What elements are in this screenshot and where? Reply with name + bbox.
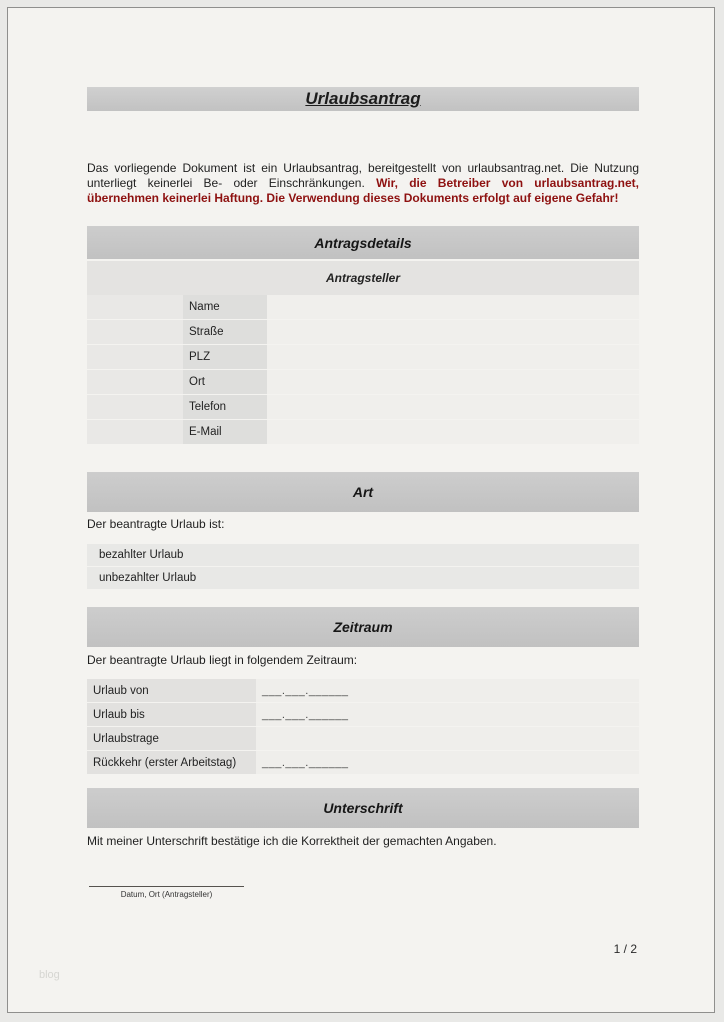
field-label-email: E-Mail: [183, 420, 267, 444]
table-row: [87, 703, 639, 727]
section-header-art: [87, 472, 639, 512]
table-row: [87, 320, 639, 345]
row-spacer: [87, 370, 183, 394]
row-spacer: [87, 345, 183, 369]
field-value-email[interactable]: [267, 420, 639, 444]
option-bezahlter-urlaub[interactable]: bezahlter Urlaub: [87, 544, 639, 567]
table-row: [87, 679, 639, 703]
field-value-urlaub-bis[interactable]: ___.___.______: [256, 703, 639, 726]
signature-caption: Datum, Ort (Antragsteller): [120, 890, 213, 899]
field-label-urlaub-von: Urlaub von: [87, 679, 256, 702]
vacation-type-options: [87, 544, 639, 590]
field-value-telefon[interactable]: [267, 395, 639, 419]
section-header-antragsdetails: [87, 226, 639, 259]
field-value-ort[interactable]: [267, 370, 639, 394]
table-row: [87, 345, 639, 370]
signature-statement: Mit meiner Unterschrift bestätige ich die Korrektheit der gemachten Angaben.: [87, 834, 497, 848]
field-label-urlaubstage: Urlaubstrage: [87, 727, 256, 750]
section-header-zeitraum: [87, 607, 639, 647]
field-label-plz: PLZ: [183, 345, 267, 369]
field-label-rueckkehr: Rückkehr (erster Arbeitstag): [87, 751, 256, 774]
signature-line[interactable]: [89, 885, 244, 887]
field-label-name: Name: [183, 295, 267, 319]
document-page: [7, 7, 715, 1013]
table-row: [87, 395, 639, 420]
table-row: [87, 727, 639, 751]
field-value-urlaub-von[interactable]: ___.___.______: [256, 679, 639, 702]
section-header-label: Art: [352, 484, 374, 500]
subsection-header-label: Antragsteller: [325, 271, 401, 285]
table-row: [87, 751, 639, 775]
option-unbezahlter-urlaub[interactable]: unbezahlter Urlaub: [87, 567, 639, 590]
row-spacer: [87, 420, 183, 444]
period-table: [87, 679, 639, 775]
field-value-rueckkehr[interactable]: ___.___.______: [256, 751, 639, 774]
section-header-unterschrift: [87, 788, 639, 828]
intro-text: Das vorliegende Dokument ist ein Urlaubsantrag, bereitgestellt von urlaubsantrag.net. Die Nutzung unterliegt keinerlei Be- oder Einschränkungen.: [87, 161, 639, 190]
field-label-telefon: Telefon: [183, 395, 267, 419]
field-label-ort: Ort: [183, 370, 267, 394]
warning-text: Wir, die Betreiber von urlaubsantrag.net, übernehmen keinerlei Haftung. Die Verwendung dieses Dokuments erfolgt auf eigene Gefahr!: [87, 176, 639, 205]
row-spacer: [87, 320, 183, 344]
applicant-details-table: [87, 295, 639, 445]
table-row: [87, 420, 639, 445]
table-row: [87, 295, 639, 320]
section-header-label: Antragsdetails: [314, 234, 412, 251]
watermark: blog: [39, 969, 60, 981]
field-value-urlaubstage[interactable]: [256, 727, 639, 750]
row-spacer: [87, 395, 183, 419]
section-header-label: Unterschrift: [323, 800, 403, 816]
table-row: [87, 370, 639, 395]
page-number: 1 / 2: [613, 942, 637, 956]
art-intro-text: Der beantragte Urlaub ist:: [87, 517, 225, 531]
field-value-name[interactable]: [267, 295, 639, 319]
zeitraum-intro-text: Der beantragte Urlaub liegt in folgendem Zeitraum:: [87, 653, 358, 667]
field-value-plz[interactable]: [267, 345, 639, 369]
intro-paragraph: [87, 161, 639, 206]
subsection-header-antragsteller: [87, 261, 639, 295]
signature-block: [89, 885, 244, 899]
field-label-strasse: Straße: [183, 320, 267, 344]
section-header-label: Zeitraum: [333, 619, 393, 635]
document-title: Urlaubsantrag: [305, 89, 421, 108]
field-label-urlaub-bis: Urlaub bis: [87, 703, 256, 726]
document-title-bar: [87, 87, 639, 111]
row-spacer: [87, 295, 183, 319]
field-value-strasse[interactable]: [267, 320, 639, 344]
